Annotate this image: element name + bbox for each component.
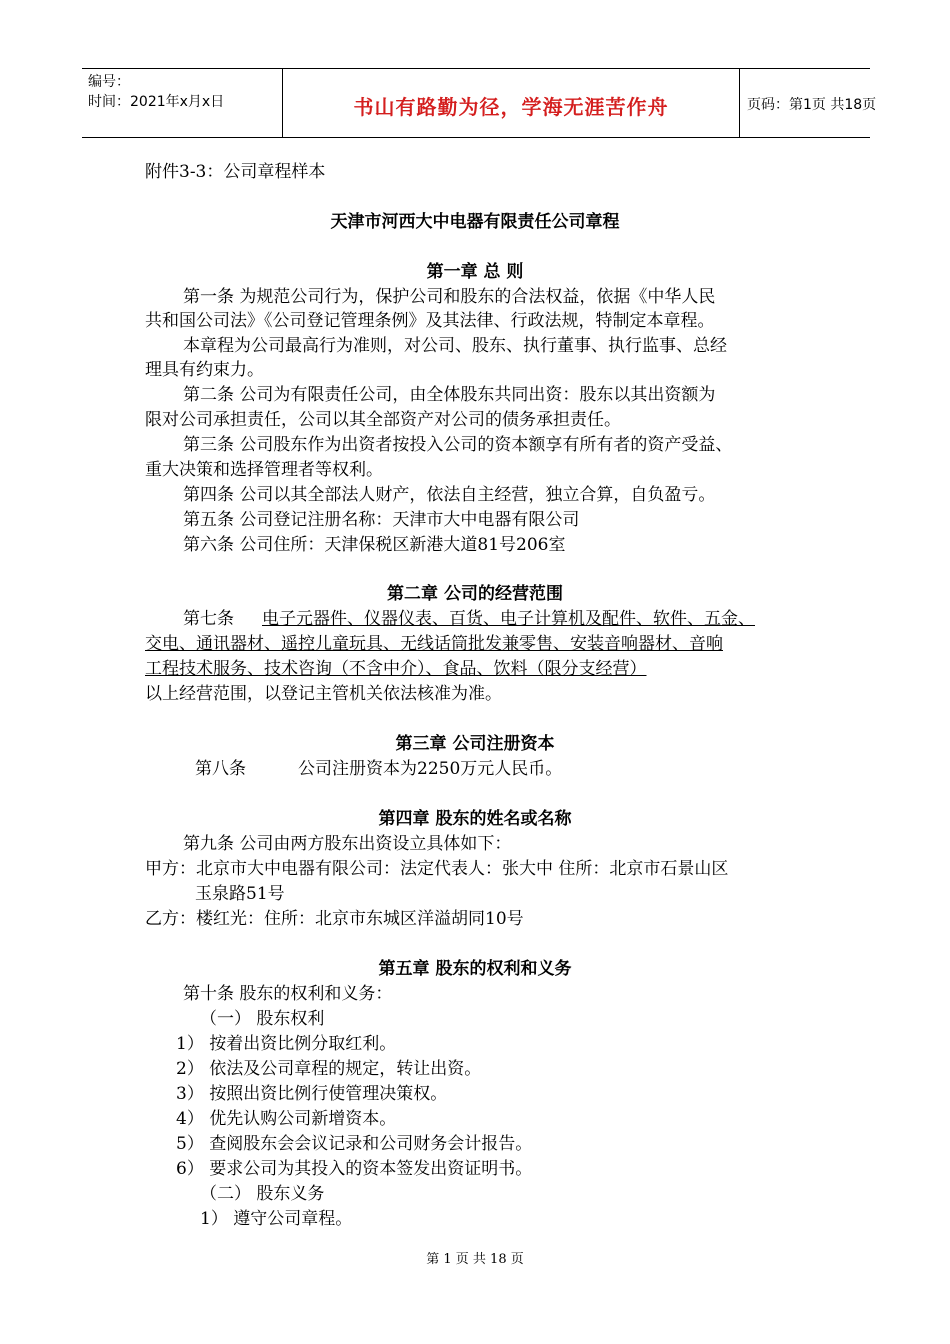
- shareholder-rights-heading: （一） 股东权利: [200, 1009, 325, 1029]
- chapter-3-title: 第三章 公司注册资本: [395, 734, 555, 754]
- article-2-line-1: 第二条 公司为有限责任公司，由全体股东共同出资：股东以其出资额为: [183, 385, 716, 405]
- header-motto-cell: [282, 69, 740, 137]
- document-number: 编号：: [88, 74, 130, 90]
- attachment-label: 附件3-3：公司章程样本: [145, 162, 326, 182]
- business-scope-note: 以上经营范围，以登记主管机关依法核准为准。: [145, 684, 502, 704]
- header-page-info: 页码：第1页 共18页: [747, 97, 877, 113]
- right-item-5: 5） 查阅股东会会议记录和公司财务会计报告。: [176, 1134, 533, 1154]
- article-1-para2-line-1: 本章程为公司最高行为准则，对公司、股东、执行董事、执行监事、总经: [183, 336, 727, 356]
- page-footer: 第 1 页 共 18 页: [426, 1252, 524, 1267]
- article-3-line-2: 重大决策和选择管理者等权利。: [145, 460, 383, 480]
- chapter-5-title: 第五章 股东的权利和义务: [378, 959, 572, 979]
- article-1-line-2: 共和国公司法》《公司登记管理条例》及其法律、行政法规，特制定本章程。: [145, 311, 715, 331]
- article-9: 第九条 公司由两方股东出资设立具体如下：: [183, 834, 512, 854]
- article-1-para2-line-2: 理具有约束力。: [145, 360, 264, 380]
- article-4: 第四条 公司以其全部法人财产，依法自主经营，独立合算，自负盈亏。: [183, 485, 716, 505]
- chapter-4-title: 第四章 股东的姓名或名称: [378, 809, 572, 829]
- header-page-cell: [739, 69, 877, 137]
- article-3-line-1: 第三条 公司股东作为出资者按投入公司的资本额享有所有者的资产受益、: [183, 435, 733, 455]
- right-item-6: 6） 要求公司为其投入的资本签发出资证明书。: [176, 1159, 533, 1179]
- article-5: 第五条 公司登记注册名称：天津市大中电器有限公司: [183, 510, 580, 530]
- article-7-line-3: 工程技术服务、技术咨询（不含中介）、食品、饮料（限分支经营）: [145, 659, 647, 679]
- chapter-1-title: 第一章 总 则: [426, 262, 524, 282]
- article-8-text: 公司注册资本为2250万元人民币。: [298, 759, 563, 779]
- party-a-line-2: 玉泉路51号: [195, 884, 285, 904]
- right-item-4: 4） 优先认购公司新增资本。: [176, 1109, 397, 1129]
- article-7-label: 第七条: [183, 609, 234, 629]
- header-motto: 书山有路勤为径，学海无涯苦作舟: [353, 95, 669, 119]
- document-date: 时间：2021年x月x日: [88, 94, 225, 110]
- article-2-line-2: 限对公司承担责任，公司以其全部资产对公司的债务承担责任。: [145, 410, 621, 430]
- article-7-line-2: 交电、通讯器材、遥控儿童玩具、无线话筒批发兼零售、安装音响器材、音响: [145, 634, 723, 654]
- article-7-line-1: 电子元器件、仪器仪表、百货、电子计算机及配件、软件、五金、: [262, 609, 755, 629]
- article-6: 第六条 公司住所：天津保税区新港大道81号206室: [183, 535, 566, 555]
- right-item-1: 1） 按着出资比例分取红利。: [176, 1034, 397, 1054]
- party-a-line-1: 甲方：北京市大中电器有限公司：法定代表人：张大中 住所：北京市石景山区: [145, 859, 729, 879]
- article-8-label: 第八条: [195, 759, 246, 779]
- header-meta-cell: [82, 69, 282, 137]
- duty-item-1: 1） 遵守公司章程。: [200, 1209, 353, 1229]
- article-1-line-1: 第一条 为规范公司行为，保护公司和股东的合法权益，依据《中华人民: [183, 287, 716, 307]
- right-item-2: 2） 依法及公司章程的规定，转让出资。: [176, 1059, 482, 1079]
- party-b: 乙方：楼红光：住所：北京市东城区洋溢胡同10号: [145, 909, 524, 929]
- page-header: [82, 68, 877, 138]
- document-title: 天津市河西大中电器有限责任公司章程: [330, 212, 620, 232]
- chapter-2-title: 第二章 公司的经营范围: [387, 584, 563, 604]
- right-item-3: 3） 按照出资比例行使管理决策权。: [176, 1084, 448, 1104]
- article-10: 第十条 股东的权利和义务：: [183, 984, 393, 1004]
- shareholder-duties-heading: （二） 股东义务: [200, 1184, 325, 1204]
